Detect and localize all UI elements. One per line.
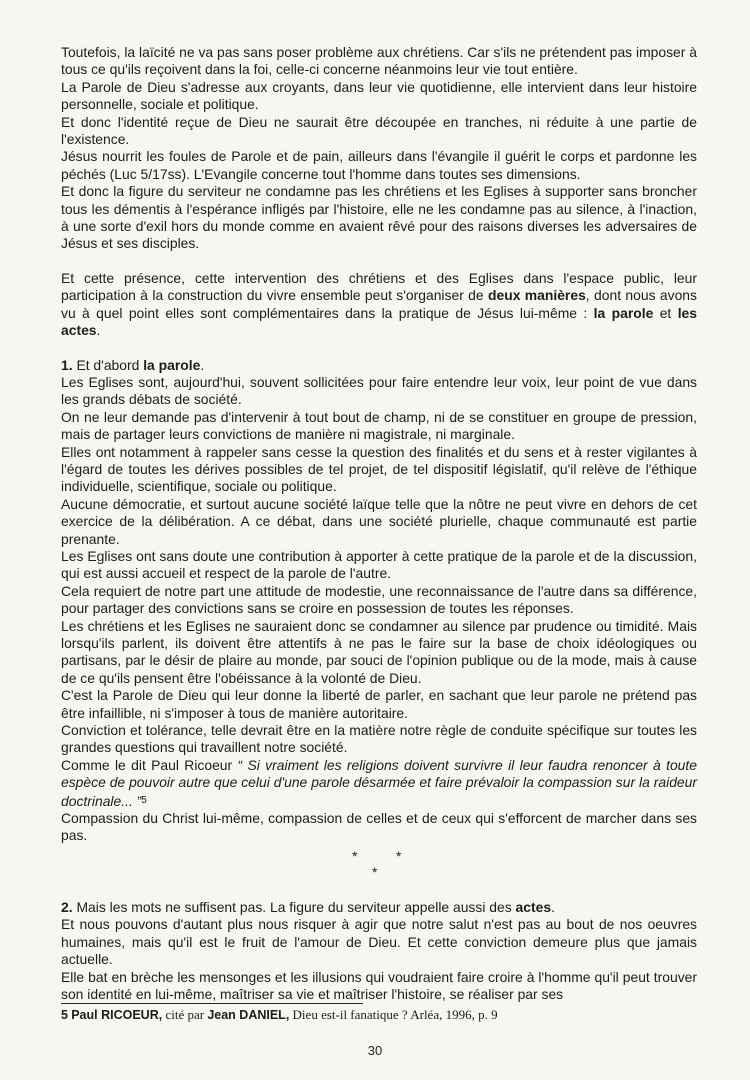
paragraph: C'est la Parole de Dieu qui leur donne la liberté de parler, en sachant que leur parole ne prétend pas être infaillible, ni s'imposer à tous de manière autoritaire. [61, 687, 697, 721]
paragraph: Les Eglises sont, aujourd'hui, souvent sollicitées pour faire entendre leur voix, leur point de vue dans les grands débats de société. [61, 373, 697, 408]
paragraph: Toutefois, la laïcité ne va pas sans poser problème aux chrétiens. Car s'ils ne prétendent pas imposer à tous ce qu'ils reçoivent dans la foi, celle-ci concerne néanmoins leur vie tout entière. [61, 44, 697, 78]
ricoeur-quote: “ Si vraiment les religions doivent survivre il leur faudra renoncer à toute espèce de pouvoir autre que celui d'une parole désarmée et faire prévaloir la compassion sur la raideur doctrinale... ” [61, 756, 697, 809]
section-heading-1: 1. Et d'abord la parole. [61, 356, 205, 373]
emphasis: les actes [61, 304, 697, 339]
quote-paragraph: Comme le dit Paul Ricoeur “ Si vraiment les religions doivent survivre il leur faudra renoncer à toute espèce de pouvoir autre que celui d'une parole désarmée et faire prévaloir la compassion sur la raideur doctrinale... ”$^5$ [61, 756, 697, 809]
paragraph: Elles ont notamment à rappeler sans cesse la question des finalités et du sens et à rester vigilantes à l'égard de toutes les dérives possibles de tel projet, de tel dispositif législatif, qu'il relève de l'éthique individuelle, scientifique, sociale ou politique. [61, 443, 697, 495]
paragraph: Aucune démocratie, et surtout aucune société laïque telle que la nôtre ne peut vivre en dehors de cet exercice de la délibération. A ce débat, dans une société plurielle, chaque communauté est partie prenante. [61, 495, 697, 547]
paragraph: Et nous pouvons d'autant plus nous risquer à agir que notre salut n'est pas au bout de nos oeuvres humaines, mais qu'il est le fruit de l'amour de Dieu. Et cette conviction demeure plus que jamais actuelle. [61, 916, 697, 968]
body-text-section-2 [61, 899, 697, 1003]
footnote: 5 Paul RICOEUR, cité par Jean DANIEL, Dieu est-il fanatique ? Arléa, 1996, p. 9 [61, 1007, 498, 1022]
page-number: 30 [367, 1043, 383, 1058]
emphasis: deux manières [488, 287, 586, 304]
paragraph: Compassion du Christ lui-même, compassion de celles et de ceux qui s'efforcent de marcher dans ses pas. [61, 810, 697, 844]
paragraph: Et donc la figure du serviteur ne condamne pas les chrétiens et les Eglises à supporter sans broncher tous les démentis à l'espérance infligés par l'histoire, elle ne les condamne pas au silence, à l'inaction, à une sorte d'exil hors du monde comme en avaient rêvé pour des raisons diverses les adversaires de Jésus et ses disciples. [61, 183, 697, 252]
paragraph: La Parole de Dieu s'adresse aux croyants, dans leur vie quotidienne, elle intervient dans leur histoire personnelle, sociale et politique. [61, 78, 697, 113]
body-text [61, 44, 697, 845]
footnote-rule [61, 1003, 363, 1004]
paragraph-two-ways: Et cette présence, cette intervention des chrétiens et des Eglises dans l'espace public, leur participation à la construction du vivre ensemble peut s'organiser de deux manières, dont nous avons vu à quel point elles sont complémentaires dans la pratique de Jésus lui-même : la parole et les actes. [61, 269, 697, 339]
paragraph: Elle bat en brèche les mensonges et les illusions qui voudraient faire croire à l'homme qu'il peut trouver son identité en lui-même, maîtriser sa vie et maîtriser l'histoire, se réaliser par ses [61, 968, 697, 1003]
paragraph: On ne leur demande pas d'intervenir à tout bout de champ, ni de se constituer en groupe de pression, mais de partager leurs convictions de manière ni magistrale, ni marginale. [61, 408, 697, 443]
paragraph: Les Eglises ont sans doute une contribution à apporter à cette pratique de la parole et de la discussion, qui est aussi accueil et respect de la parole de l'autre. [61, 547, 697, 582]
paragraph: Jésus nourrit les foules de Parole et de pain, ailleurs dans l'évangile il guérit le corps et pardonne les péchés (Luc 5/17ss). L'Evangile concerne tout l'homme dans toutes ses dimensions. [61, 148, 697, 182]
paragraph: Cela requiert de notre part une attitude de modestie, une reconnaissance de l'autre dans sa différence, pour partager des convictions sans se croire en possession de toutes les réponses. [61, 582, 697, 617]
asterism-divider: * * * [352, 848, 402, 880]
footnote-marker[interactable]: 5 [141, 794, 147, 806]
paragraph: Conviction et tolérance, telle devrait être en la matière notre règle de conduite spécifique sur toutes les grandes questions qui travaillent notre société. [61, 722, 697, 756]
emphasis: la parole [593, 304, 654, 321]
paragraph: Et donc l'identité reçue de Dieu ne saurait être découpée en tranches, ni réduite à une partie de l'existence. [61, 113, 697, 148]
paragraph: Les chrétiens et les Eglises ne sauraient donc se condamner au silence par prudence ou timidité. Mais lorsqu'ils parlent, ils doivent être attentifs à ne pas le faire sur la base de choix idéologiques ou partisans, par le désir de plaire au monde, par souci de l'opinion publique ou de la mode, mais à cause de ce qu'ils pensent être l'obéissance à la volonté de Dieu. [61, 617, 697, 686]
section-heading-2: 2. Mais les mots ne suffisent pas. La figure du serviteur appelle aussi des actes. [61, 899, 555, 915]
